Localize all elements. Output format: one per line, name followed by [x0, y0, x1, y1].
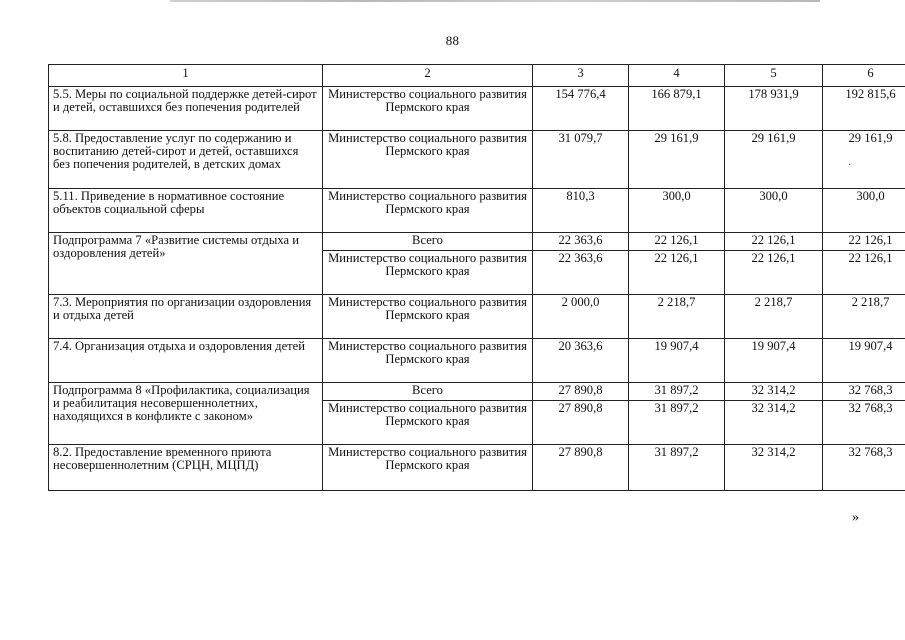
- value-col4: 29 161,9: [629, 131, 725, 189]
- value-col4: 19 907,4: [629, 339, 725, 383]
- value-col6: 32 768,3: [823, 445, 905, 491]
- value-col6: 29 161,9: [823, 131, 905, 189]
- value-col6: 32 768,3: [823, 401, 905, 445]
- column-header: 2: [323, 65, 533, 87]
- value-col6: 2 218,7: [823, 295, 905, 339]
- value-col4: 22 126,1: [629, 251, 725, 295]
- program-name: 5.8. Предоставление услуг по содержанию и воспитанию детей-сирот и детей, оставшихся без попечения родителей, в детских домах: [49, 131, 323, 189]
- table-row: [49, 87, 905, 131]
- executor-cell: Министерство социального развития Пермского края: [323, 339, 533, 383]
- program-name: 5.5. Меры по социальной поддержке детей-сирот и детей, оставшихся без попечения родителей: [49, 87, 323, 131]
- executor-cell: Министерство социального развития Пермского края: [323, 87, 533, 131]
- value-col3: 22 363,6: [533, 233, 629, 251]
- table-row: [49, 383, 905, 401]
- value-col3: 2 000,0: [533, 295, 629, 339]
- executor-cell: Министерство социального развития Пермского края: [323, 251, 533, 295]
- value-col3: 22 363,6: [533, 251, 629, 295]
- value-col5: 32 314,2: [725, 445, 823, 491]
- column-header: 4: [629, 65, 725, 87]
- program-name: Подпрограмма 7 «Развитие системы отдыха и оздоровления детей»: [49, 233, 323, 295]
- scan-top-edge: [170, 0, 820, 2]
- value-col5: 178 931,9: [725, 87, 823, 131]
- table-row: [49, 131, 905, 189]
- value-col5: 22 126,1: [725, 251, 823, 295]
- value-col5: 22 126,1: [725, 233, 823, 251]
- value-col4: 31 897,2: [629, 401, 725, 445]
- program-name: 7.4. Организация отдыха и оздоровления детей: [49, 339, 323, 383]
- value-col4: 31 897,2: [629, 383, 725, 401]
- program-name: 7.3. Мероприятия по организации оздоровления и отдыха детей: [49, 295, 323, 339]
- closing-quote: »: [852, 510, 859, 525]
- value-col6: 22 126,1: [823, 233, 905, 251]
- value-col4: 166 879,1: [629, 87, 725, 131]
- executor-cell: Всего: [323, 383, 533, 401]
- column-header: 6: [823, 65, 905, 87]
- scan-speck: ·: [848, 160, 852, 171]
- value-col6: 32 768,3: [823, 383, 905, 401]
- value-col6: 22 126,1: [823, 251, 905, 295]
- executor-cell: Министерство социального развития Пермского края: [323, 401, 533, 445]
- value-col5: 32 314,2: [725, 401, 823, 445]
- executor-cell: Всего: [323, 233, 533, 251]
- value-col5: 32 314,2: [725, 383, 823, 401]
- value-col3: 27 890,8: [533, 445, 629, 491]
- value-col5: 19 907,4: [725, 339, 823, 383]
- value-col4: 22 126,1: [629, 233, 725, 251]
- executor-cell: Министерство социального развития Пермского края: [323, 445, 533, 491]
- executor-cell: Министерство социального развития Пермского края: [323, 189, 533, 233]
- page-number: 88: [445, 33, 460, 48]
- budget-table: [48, 64, 905, 491]
- column-header: 5: [725, 65, 823, 87]
- program-name: 8.2. Предоставление временного приюта несовершеннолетним (СРЦН, МЦПД): [49, 445, 323, 491]
- value-col4: 2 218,7: [629, 295, 725, 339]
- value-col3: 27 890,8: [533, 383, 629, 401]
- executor-cell: Министерство социального развития Пермского края: [323, 131, 533, 189]
- value-col5: 2 218,7: [725, 295, 823, 339]
- value-col6: 300,0: [823, 189, 905, 233]
- column-header: 3: [533, 65, 629, 87]
- value-col3: 27 890,8: [533, 401, 629, 445]
- executor-cell: Министерство социального развития Пермского края: [323, 295, 533, 339]
- value-col6: 19 907,4: [823, 339, 905, 383]
- table-row: [49, 189, 905, 233]
- program-name: Подпрограмма 8 «Профилактика, социализация и реабилитация несовершеннолетних, находящихся в конфликте с законом»: [49, 383, 323, 445]
- value-col4: 300,0: [629, 189, 725, 233]
- table-row: [49, 233, 905, 251]
- column-number-row: [49, 65, 905, 87]
- value-col6: 192 815,6: [823, 87, 905, 131]
- program-name: 5.11. Приведение в нормативное состояние объектов социальной сферы: [49, 189, 323, 233]
- table-row: [49, 339, 905, 383]
- column-header: 1: [49, 65, 323, 87]
- value-col3: 31 079,7: [533, 131, 629, 189]
- value-col3: 810,3: [533, 189, 629, 233]
- value-col3: 20 363,6: [533, 339, 629, 383]
- value-col3: 154 776,4: [533, 87, 629, 131]
- value-col5: 300,0: [725, 189, 823, 233]
- value-col4: 31 897,2: [629, 445, 725, 491]
- table-row: [49, 295, 905, 339]
- table-row: [49, 445, 905, 491]
- value-col5: 29 161,9: [725, 131, 823, 189]
